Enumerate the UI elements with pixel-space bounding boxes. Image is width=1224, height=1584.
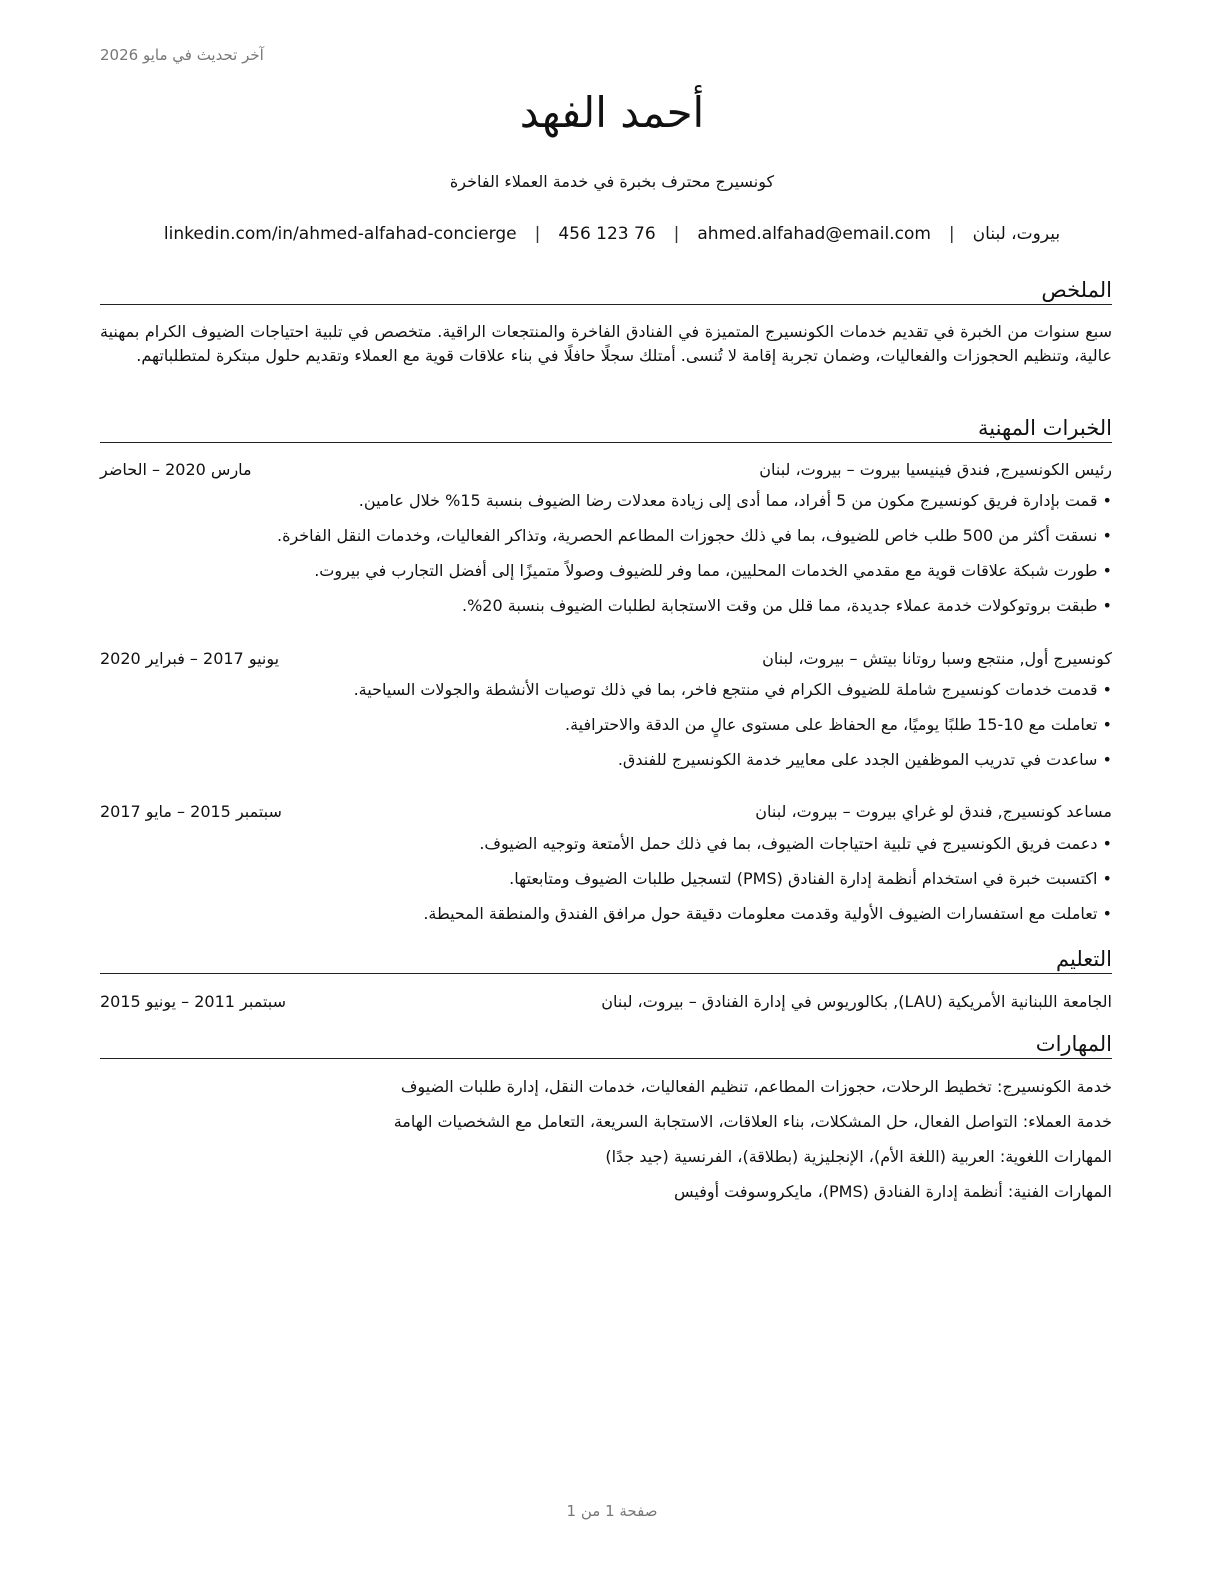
page-number: صفحة 1 من 1 (566, 1502, 658, 1520)
job-bullet: • دعمت فريق الكونسيرج في تلبية احتياجات الضيوف، بما في ذلك حمل الأمتعة وتوجيه الضيوف. (100, 833, 1112, 868)
skill-line: خدمة الكونسيرج: تخطيط الرحلات، حجوزات المطاعم، تنظيم الفعاليات، خدمات النقل، إدارة طلبات الضيوف (400, 1077, 1112, 1096)
job-bullet: • قدمت خدمات كونسيرج شاملة للضيوف الكرام في منتجع فاخر، بما في ذلك توصيات الأنشطة والجولات السياحية. (100, 679, 1112, 714)
job-title: كونسيرج أول, منتجع وسبا روتانا بيتش – بيروت، لبنان (762, 649, 1112, 668)
section-heading-education: التعليم (100, 947, 1112, 974)
contact-separator: | (948, 224, 955, 244)
job-dates: سبتمبر 2015 – مايو 2017 (100, 802, 282, 821)
last-updated: آخر تحديث في مايو 2026 (100, 46, 264, 64)
contact-linkedin[interactable]: linkedin.com/in/ahmed-alfahad-concierge (163, 224, 517, 244)
job-bullet: • اكتسبت خبرة في استخدام أنظمة إدارة الفنادق (PMS) لتسجيل طلبات الضيوف ومتابعتها. (100, 868, 1112, 903)
section-heading-skills: المهارات (100, 1032, 1112, 1059)
education-dates: سبتمبر 2011 – يونيو 2015 (100, 992, 287, 1011)
job-dates: مارس 2020 – الحاضر (100, 460, 252, 479)
job-bullet: • تعاملت مع استفسارات الضيوف الأولية وقدمت معلومات دقيقة حول مرافق الفندق والمنطقة المحيطة. (100, 903, 1112, 938)
skill-line: المهارات الفنية: أنظمة إدارة الفنادق (PMS)، مايكروسوفت أوفيس (674, 1182, 1112, 1201)
contact-email[interactable]: ahmed.alfahad@email.com (697, 224, 931, 244)
job-dates: يونيو 2017 – فبراير 2020 (100, 649, 280, 668)
job-bullet: • تعاملت مع 10-15 طلبًا يوميًا، مع الحفاظ على مستوى عالٍ من الدقة والاحترافية. (100, 714, 1112, 749)
job-bullet: • طبقت بروتوكولات خدمة عملاء جديدة، مما قلل من وقت الاستجابة لطلبات الضيوف بنسبة 20%. (100, 595, 1112, 630)
skill-line: خدمة العملاء: التواصل الفعال، حل المشكلات، بناء العلاقات، الاستجابة السريعة، التعامل مع الشخصيات الهامة (393, 1112, 1112, 1131)
contact-location: بيروت، لبنان (972, 224, 1061, 244)
candidate-name: أحمد الفهد (519, 88, 705, 137)
contact-line (100, 224, 1124, 244)
job-bullet: • نسقت أكثر من 500 طلب خاص للضيوف، بما في ذلك حجوزات المطاعم الحصرية، وتذاكر الفعاليات، وخدمات النقل الفاخرة. (100, 525, 1112, 560)
job-bullet: • ساعدت في تدريب الموظفين الجدد على معايير خدمة الكونسيرج للفندق. (100, 749, 1112, 784)
section-heading-experience: الخبرات المهنية (100, 416, 1112, 443)
job-bullets (100, 490, 1112, 630)
skill-line: المهارات اللغوية: العربية (اللغة الأم)، الإنجليزية (بطلاقة)، الفرنسية (جيد جدًا) (605, 1147, 1112, 1166)
job-bullets (100, 833, 1112, 938)
job-title: مساعد كونسيرج, فندق لو غراي بيروت – بيروت، لبنان (755, 802, 1112, 821)
job-bullet: • قمت بإدارة فريق كونسيرج مكون من 5 أفراد، مما أدى إلى زيادة معدلات رضا الضيوف بنسبة 15% خلال عامين. (100, 490, 1112, 525)
contact-phone: 456 123 76 (558, 224, 656, 244)
contact-separator: | (673, 224, 680, 244)
contact-separator: | (534, 224, 541, 244)
education-title: الجامعة اللبنانية الأمريكية (LAU), بكالوريوس في إدارة الفنادق – بيروت، لبنان (601, 992, 1112, 1011)
section-heading-summary: الملخص (100, 278, 1112, 305)
candidate-subtitle: كونسيرج محترف بخبرة في خدمة العملاء الفاخرة (449, 172, 775, 191)
summary-text: سبع سنوات من الخبرة في تقديم خدمات الكونسيرج المتميزة في الفنادق الفاخرة والمنتجعات الراقية. متخصص في تلبية احتياجات الضيوف الكرام بمهنية عالية، وتنظيم الحجوزات والفعاليات، وضمان تجربة إقامة لا تُنسى. أمتلك سجلًا حافلًا في بناء علاقات قوية مع العملاء وتقديم حلول مبتكرة لمتطلباتهم. (100, 322, 1112, 365)
job-bullet: • طورت شبكة علاقات قوية مع مقدمي الخدمات المحليين، مما وفر للضيوف وصولاً متميزًا إلى أفضل التجارب في بيروت. (100, 560, 1112, 595)
job-title: رئيس الكونسيرج, فندق فينيسيا بيروت – بيروت، لبنان (759, 460, 1112, 479)
job-bullets (100, 679, 1112, 784)
